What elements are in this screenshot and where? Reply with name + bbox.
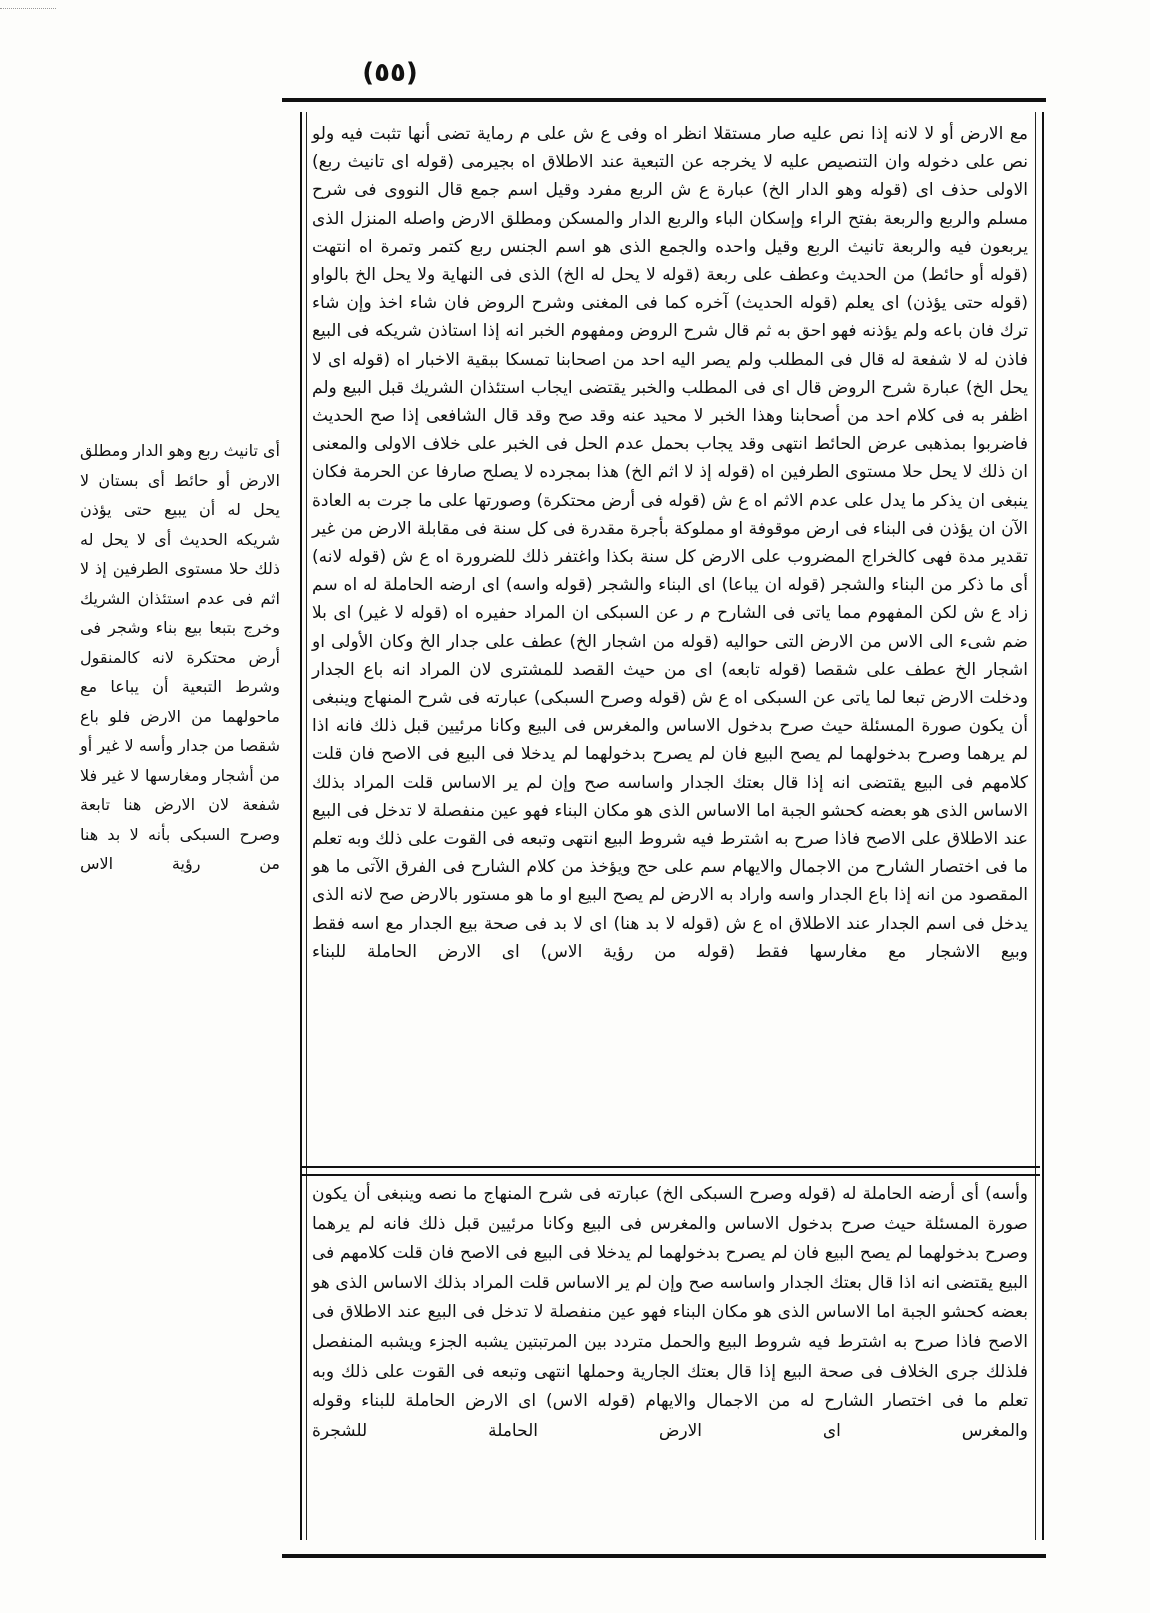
main-commentary-block <box>312 120 1028 1166</box>
main-commentary-text: مع الارض أو لا لانه إذا نص عليه صار مستقلا انظر اه وفى ع ش على م رماية تضى أنها تثبت فيه ولو نص على دخوله وان التنصيص عليه لا يخرجه عن التبعية عند الاطلاق اه بجيرمى (قوله اى تانيث ربع) الاولى حذف اى (قوله وهو الدار الخ) عبارة ع ش الربع مفرد وقيل اسم جمع قال النووى فى شرح مسلم والربع والربعة بفتح الراء وإسكان الباء والربع الدار والمسكن ومطلق الارض واصله المنزل الذى يربعون فيه والربعة تانيث الربع وقيل واحده والجمع الذى هو اسم الجنس ربع كتمر وتمرة اه انتهت (قوله أو حائط) من الحديث وعطف على ربعة (قوله لا يحل له الخ) الذى فى النهاية ولا يحل الخ بالواو (قوله حتى يؤذن) اى يعلم (قوله الحديث) آخره كما فى المغنى وشرح الروض فان شاء اخذ وإن شاء ترك فان باعه ولم يؤذنه فهو احق به ثم قال شرح الروض ومفهوم الخبر انه إذا استاذن شريكه فى البيع فاذن له لا شفعة له قال فى المطلب ولم يصر اليه احد من اصحابنا تمسكا ببقية الاخبار اه (قوله اى لا يحل الخ) عبارة شرح الروض قال اى فى المطلب والخبر يقتضى ايجاب استئذان الشريك قبل البيع ولم اظفر به فى كلام احد من أصحابنا وهذا الخبر لا محيد عنه وقد صح وقد قال الشافعى إذا صح الحديث فاضربوا بمذهبى عرض الحائط انتهى وقد يجاب بحمل عدم الحل فى الخبر على خلاف الاولى والمعنى ان ذلك لا يحل حلا مستوى الطرفين اه (قوله إذ لا اثم الخ) هذا بمجرده لا يصلح صارفا عن الحرمة فكان ينبغى ان يذكر ما يدل على عدم الاثم اه ع ش (قوله فى أرض محتكرة) وصورتها على ما جرت به العادة الآن ان يؤذن فى البناء فى ارض موقوفة او مملوكة بأجرة مقدرة فى كل سنة فى مقابلة الارض من غير تقدير مدة فهى كالخراج المضروب على الارض كل سنة بكذا واغتفر ذلك للضرورة اه ع ش (قوله لانه) أى ما ذكر من البناء والشجر (قوله ان يباعا) اى البناء والشجر (قوله واسه) اى ارضه الحاملة له اه سم زاد ع ش لكن المفهوم مما ياتى فى الشارح م ر عن السبكى ان المراد حفيره اه (قوله لا غير) اى بلا ضم شىء الى الاس من الارض التى حواليه (قوله من اشجار الخ) عطف على جدار الخ وكان الأولى او اشجار الخ عطف على شقصا (قوله تابعه) اى من حيث القصد للمشترى لان المراد انه باع الجدار ودخلت الارض تبعا لما ياتى عن السبكى اه ع ش (قوله وصرح السبكى) عبارته فى شرح المنهاج وينبغى أن يكون صورة المسئلة حيث صرح بدخول الاساس والمغرس فى البيع وكانا مرئيين قبل ذلك فانه اذا لم يرهما وصرح بدخولهما لم يصح البيع فان لم يصرح بدخولهما لم يدخلا فى البيع فى الاصح فان قلت كلامهم فى البيع يقتضى انه إذا قال بعتك الجدار واساسه صح وإن لم ير الاساس قلت المراد بذلك الاساس الذى هو بعضه كحشو الجبة اما الاساس الذى هو مكان البناء فهو عين منفصلة لا تدخل فى البيع عند الاطلاق على الاصح فاذا صرح به اشترط فيه شروط البيع انتهى وتبعه فى القوت على ذلك وبه تعلم ما فى اختصار الشارح من الاجمال والايهام سم على حج ويؤخذ من كلام الشارح فى الفرق الآتى ما هو المقصود من انه إذا باع الجدار واسه واراد به الارض لم يصح البيع او ما هو مستور بالارض صح لانه الذى يدخل فى اسم الجدار عند الاطلاق اه ع ش (قوله لا بد هنا) اى لا بد فى صحة بيع الجدار مع اسه فقط وبيع الاشجار مع مغارسها فقط (قوله من رؤية الاس) اى الارض الحاملة للبناء <box>312 124 1028 962</box>
margin-matn-text: أى تانيث ربع وهو الدار ومطلق الارض أو حائط أى بستان لا يحل له أن يبيع حتى يؤذن شريكه الحديث أى لا يحل له ذلك حلا مستوى الطرفين إذ لا اثم فى عدم استئذان الشريك وخرج بتبعا بيع بناء وشجر فى أرض محتكرة لانه كالمنقول وشرط التبعية أن يباعا مع ماحولهما من الارض فلو باع شقصا من جدار وأسه لا غير أو من أشجار ومغارسها لا غير فلا شفعة لان الارض هنا تابعة وصرح السبكى بأنه لا بد هنا من رؤية الاس <box>80 441 280 873</box>
margin-matn-block <box>80 436 280 873</box>
section-divider <box>300 1166 1040 1176</box>
page-number: (٥٥) <box>362 58 418 88</box>
corner-dotted-rule <box>0 8 56 10</box>
lower-commentary-text: وأسه) أى أرضه الحاملة له (قوله وصرح السبكى الخ) عبارته فى شرح المنهاج ما نصه وينبغى أن يكون صورة المسئلة حيث صرح بدخول الاساس والمغرس فى البيع وكانا مرئيين قبل ذلك فانه لم يرهما وصرح بدخولهما لم يصح البيع فان لم يصرح بدخولهما لم يدخلا فى البيع فى الاصح فان قلت كلامهم فى البيع يقتضى انه اذا قال بعتك الجدار واساسه صح وإن لم ير الاساس قلت المراد بذلك الاساس الذى هو بعضه كحشو الجبة اما الاساس الذى هو مكان البناء فهو عين منفصلة لا تدخل فى البيع عند الاطلاق فى الاصح فاذا صرح به اشترط فيه شروط البيع والحمل متردد بين المرتبتين يشبه الجزء ويشبه المنفصل فلذلك جرى الخلاف فى صحة البيع إذا قال بعتك الجارية وحملها انتهى وتبعه فى القوت على ذلك وبه تعلم ما فى اختصار الشارح له من الاجمال والايهام (قوله الاس) اى الارض الحاملة للبناء وقوله والمغرس اى الارض الحاملة للشجرة <box>312 1184 1028 1441</box>
lower-commentary-block <box>312 1180 1028 1530</box>
